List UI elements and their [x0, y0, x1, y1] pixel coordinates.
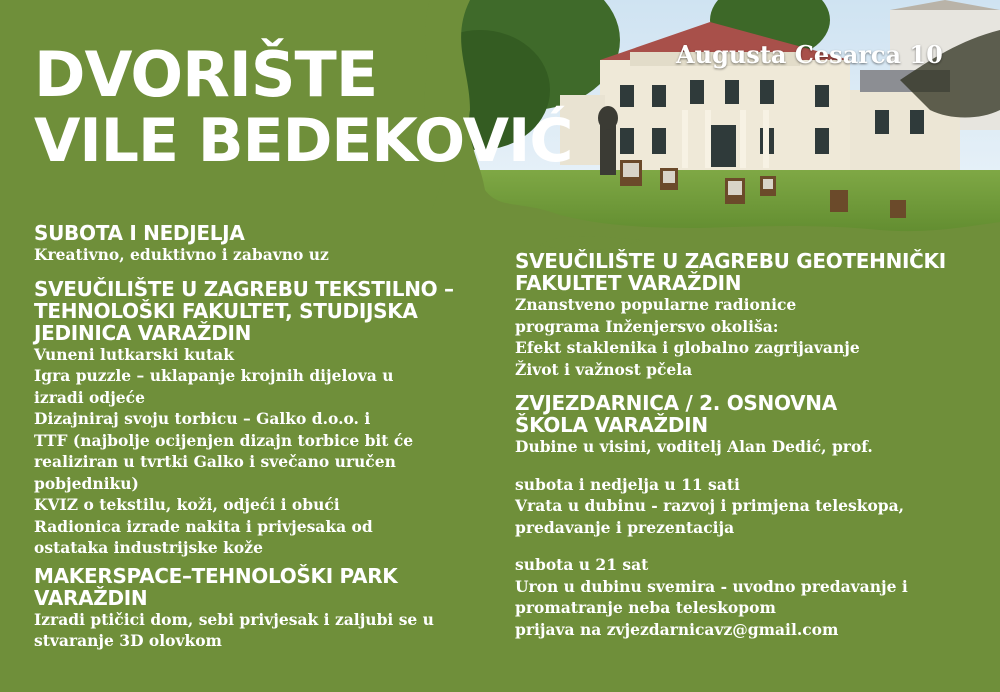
text-line: KVIZ o tekstilu, koži, odjeći i obući — [34, 495, 340, 514]
heading-zvjezdarnica-line: ZVJEZDARNICA / 2. OSNOVNA — [515, 391, 837, 415]
text-line: realiziran u tvrtki Galko i svečano uručen — [34, 452, 396, 471]
text-line: Igra puzzle – uklapanje krojnih dijelova u — [34, 366, 394, 385]
text-line: Znanstveno popularne radionice — [515, 295, 797, 314]
text-line: Vuneni lutkarski kutak — [34, 344, 234, 364]
text-line: promatranje neba teleskopom — [515, 598, 776, 617]
text-line: Izradi ptičici dom, sebi privjesak i zaljubi se u — [34, 609, 434, 629]
text-line: Uron u dubinu svemira - uvodno predavanje i — [515, 576, 908, 596]
text-line: Vrata u dubinu - razvoj i primjena teleskopa, — [515, 496, 905, 515]
text-line: subota u 21 sat — [515, 555, 649, 574]
right-column — [515, 250, 975, 640]
text-line: Dizajniraj svoju torbicu – Galko d.o.o. i — [34, 409, 371, 428]
text-line: pobjedniku) — [34, 473, 139, 493]
text-line: stvaranje 3D olovkom — [34, 631, 222, 650]
heading-gfv-line: SVEUČILIŠTE U ZAGREBU GEOTEHNIČKI — [515, 249, 946, 273]
text-line: TTF (najbolje ocijenjen dizajn torbice bit će — [34, 430, 414, 450]
text-line: programa Inženjersvo okoliša: — [515, 316, 779, 336]
text-line: Kreativno, eduktivno i zabavno uz — [34, 245, 329, 264]
text-line: subota i nedjelja u 11 sati — [515, 474, 740, 494]
heading-ttf-line: TEHNOLOŠKI FAKULTET, STUDIJSKA — [34, 298, 418, 323]
text-line: izradi odjeće — [34, 387, 145, 407]
title-line-1: DVORIŠTE — [34, 38, 378, 111]
text-line: Život i važnost pčela — [515, 359, 693, 379]
heading-zvjezdarnica-line: ŠKOLA VARAŽDIN — [515, 413, 708, 437]
address: Augusta Cesarca 10 — [676, 40, 943, 69]
heading-ttf-line: SVEUČILIŠTE U ZAGREBU TEKSTILNO – — [34, 276, 454, 301]
heading-ttf-line: JEDINICA VARAŽDIN — [34, 320, 252, 345]
text-line: predavanje i prezentacija — [515, 517, 735, 537]
contact-email: prijava na zvjezdarnicavz@gmail.com — [515, 619, 839, 639]
text-line: Radionica izrade nakita i privjesaka od — [34, 516, 373, 536]
text-line: ostataka industrijske kože — [34, 538, 263, 557]
text-line: Dubine u visini, voditelj Alan Dedić, prof. — [515, 437, 873, 456]
heading-gfv-line: FAKULTET VARAŽDIN — [515, 271, 742, 295]
left-column — [34, 222, 504, 652]
text-line: Efekt staklenika i globalno zagrijavanje — [515, 338, 860, 357]
title — [34, 38, 573, 176]
heading-makerspace: MAKERSPACE–TEHNOLOŠKI PARK VARAŽDIN — [34, 563, 398, 610]
heading-subota-nedjelja: SUBOTA I NEDJELJA — [34, 221, 245, 245]
title-line-2: VILE BEDEKOVIĆ — [34, 106, 573, 176]
